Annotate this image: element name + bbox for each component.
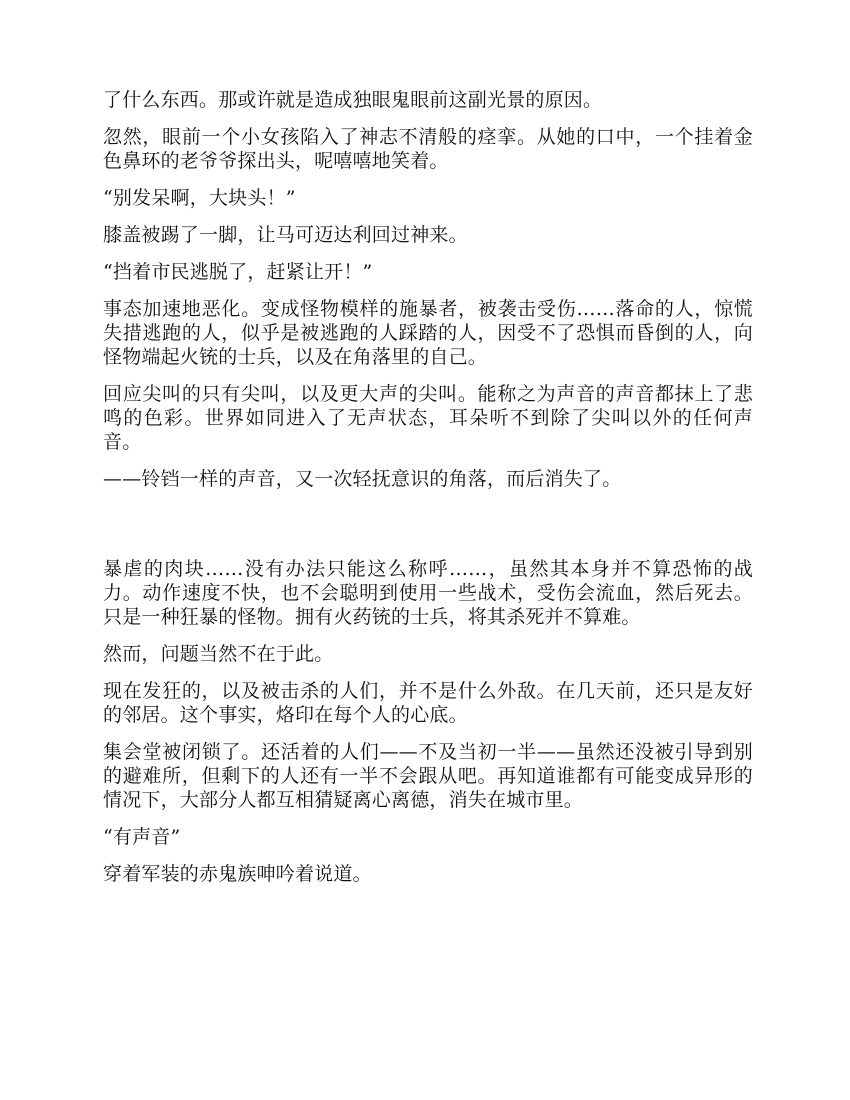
paragraph: 然而，问题当然不在于此。 bbox=[103, 643, 334, 665]
dialogue-line: “有声音” bbox=[103, 826, 181, 848]
paragraph: 事态加速地恶化。变成怪物模样的施暴者，被袭击受伤……落命的人，惊慌失措逃跑的人，似乎是被逃跑的人踩踏的人，因受不了恐惧而昏倒的人，向怪物端起火铳的士兵，以及在角落里的自己。 bbox=[103, 298, 753, 368]
paragraph: ——铃铛一样的声音，又一次轻抚意识的角落，而后消失了。 bbox=[103, 468, 622, 490]
section-2 bbox=[103, 557, 753, 886]
section-1 bbox=[103, 88, 753, 491]
paragraph: 现在发狂的，以及被击杀的人们，并不是什么外敌。在几天前，还只是友好的邻居。这个事实，烙印在每个人的心底。 bbox=[103, 680, 753, 726]
dialogue-line: “挡着市民逃脱了，赶紧让开！” bbox=[103, 261, 373, 283]
paragraph: 暴虐的肉块……没有办法只能这么称呼……，虽然其本身并不算恐怖的战力。动作速度不快，也不会聪明到使用一些战术，受伤会流血，然后死去。只是一种狂暴的怪物。拥有火药铳的士兵，将其杀死并不算难。 bbox=[103, 558, 753, 628]
paragraph: 了什么东西。那或许就是造成独眼鬼眼前这副光景的原因。 bbox=[103, 89, 603, 111]
paragraph: 穿着军装的赤鬼族呻吟着说道。 bbox=[103, 863, 372, 885]
paragraph: 忽然，眼前一个小女孩陷入了神志不清般的痉挛。从她的口中，一个挂着金色鼻环的老爷爷探出头，呢嘻嘻地笑着。 bbox=[103, 126, 753, 172]
section-break bbox=[103, 504, 753, 557]
text-column bbox=[103, 88, 753, 899]
paragraph: 集会堂被闭锁了。还活着的人们——不及当初一半——虽然还没被引导到别的避难所，但剩下的人还有一半不会跟从吧。再知道谁都有可能变成异形的情况下，大部分人都互相猜疑离心离德，消失在城市里。 bbox=[103, 741, 753, 811]
paragraph: 膝盖被踢了一脚，让马可迈达利回过神来。 bbox=[103, 224, 468, 246]
paragraph: 回应尖叫的只有尖叫，以及更大声的尖叫。能称之为声音的声音都抹上了悲鸣的色彩。世界如同进入了无声状态，耳朵听不到除了尖叫以外的任何声音。 bbox=[103, 383, 753, 453]
dialogue-line: “别发呆啊，大块头！” bbox=[103, 187, 296, 209]
